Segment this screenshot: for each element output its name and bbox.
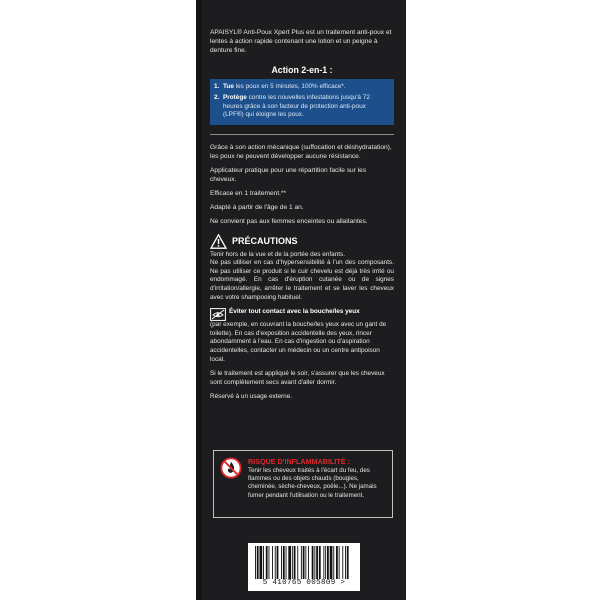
no-fire-icon [220, 457, 242, 479]
intro-text: APAISYL® Anti-Poux Xpert Plus est un traitement anti-poux et lentes à action rapide contenant une lotion et un peigne à denture fine. [210, 29, 392, 54]
eye-contact-icon [210, 308, 226, 321]
action-item-text: contre les nouvelles infestations jusqu'à 72 heures grâce à son facteur de protection anti-poux (LPF®) qui éloigne les poux. [223, 94, 370, 119]
action-item-bold: Protège [223, 94, 247, 102]
evening-note: Si le traitement est appliqué le soir, s'assurer que les cheveux sont complètement secs avant d'aller dormir. [210, 370, 385, 386]
external-use-note: Réservé à un usage externe. [210, 393, 293, 401]
action-item-bold: Tue [223, 83, 234, 90]
description-block [210, 143, 394, 226]
precautions-header [210, 234, 394, 249]
eye-warning-title: Éviter tout contact avec la bouche/les yeux [229, 308, 360, 316]
barcode-number: 5 410765 005809 > [262, 579, 346, 587]
barcode-label [248, 543, 360, 591]
paragraph: Applicateur pratique pour une répartition facile sur les cheveux. [210, 166, 367, 183]
action-item-number: 1. [214, 83, 220, 90]
flammability-title: RISQUE D'INFLAMMABILITÉ : [248, 457, 350, 466]
action-box [210, 79, 394, 125]
flammability-text: Tenir les cheveux traités à l'écart du feu, des flammes ou des objets chauds (bougies, cheminée, sèche-cheveux, poêle...). Ne jamais fumer pendant l'utilisation ou le traitement. [248, 467, 377, 499]
paragraph: Adapté à partir de l'âge de 1 an. [210, 203, 304, 211]
action-item-text: les poux en 5 minutes, 100% efficace*. [233, 83, 346, 90]
barcode [253, 546, 353, 579]
divider [210, 134, 394, 135]
precautions-title: PRÉCAUTIONS [232, 236, 298, 247]
panel-edge [196, 0, 202, 600]
action-item-2 [214, 94, 388, 119]
warning-triangle-icon [210, 234, 227, 249]
precautions-line: Tenir hors de la vue et de la portée des enfants. [210, 250, 345, 258]
action-item-1 [214, 83, 388, 91]
eye-warning-text: (par exemple, en couvrant la bouche/les yeux avec un gant de toilette). En cas d'exposition accidentelle des yeux, rincer abondamment à l'eau. En cas d'ingestion ou d'aspiration accidentelles, contacter un médecin ou un centre antipoison local. [210, 321, 387, 363]
flammability-box [213, 450, 393, 518]
action-title: Action 2-en-1 : [271, 65, 333, 75]
precautions-text: Ne pas utiliser en cas d'hypersensibilité à l'un des composants. Ne pas utiliser ce produit si le cuir chevelu est déjà très irrité ou endommagé. En cas d'éruption cutanée ou de signes d'irritation/allergie, arrêter le traitement et se laver les cheveux avec votre shampooing habituel. [210, 259, 394, 301]
paragraph: Ne convient pas aux femmes enceintes ou allaitantes. [210, 217, 368, 225]
paragraph: Efficace en 1 traitement.** [210, 189, 287, 197]
product-label-panel [196, 0, 406, 600]
eye-warning [210, 308, 394, 321]
action-item-number: 2. [214, 94, 220, 102]
paragraph: Grâce à son action mécanique (suffocation et déshydratation), les poux ne peuvent développer aucune résistance. [210, 143, 392, 160]
